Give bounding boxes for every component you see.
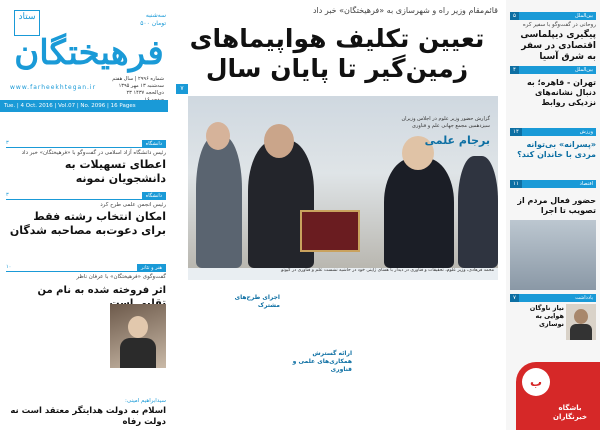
section-bar-international: ۵ بین‌الملل bbox=[510, 12, 596, 20]
r4-headline[interactable]: حضور فعال مردم از تصویب تا اجرا bbox=[517, 196, 596, 215]
item2-text bbox=[6, 240, 166, 258]
item3-headline[interactable]: اثر فروخته شده به نام من bbox=[37, 285, 166, 296]
section-bar-sport: ۱۴ ورزش bbox=[510, 128, 596, 136]
badge-logo-icon: ب bbox=[522, 368, 550, 396]
masthead bbox=[0, 0, 168, 122]
newspaper-logo[interactable]: فرهیختگان bbox=[14, 33, 164, 73]
item2-headline[interactable]: امکان انتخاب رشته فقط برای دعوت‌به مصاحبه شدگان bbox=[9, 210, 166, 237]
issue-info: شماره ۲۹۹۶ | سال هفتم سه‌شنبه ۱۳ مهر ۱۳۹۵ ۲۳ ذی‌الحجه ۱۴۳۷ bbox=[112, 76, 164, 96]
main-headline[interactable]: تعیین تکلیف هواپیماهای زمین‌گیر تا پایان سال bbox=[189, 24, 485, 83]
section-bar-university-2: دانشگاه ۳ bbox=[6, 192, 166, 200]
section-bar-art: هنر و تئاتر ۱۰ bbox=[6, 264, 166, 272]
photo-kicker: گزارش حضور وزیر علوم در اجلاس وزیران سیزدهمین مجمع جهانی علم و فناوری bbox=[401, 116, 490, 129]
main-page-number: ۷ bbox=[176, 84, 188, 94]
r1-kicker: روحانی در گفت‌وگو با سفیر کره bbox=[522, 22, 596, 28]
main-kicker: قائم‌مقام وزیر راه و شهرسازی به «فرهیختگان» خبر داد bbox=[312, 6, 498, 15]
city-photo bbox=[510, 220, 596, 290]
gift-plaque-image bbox=[300, 210, 360, 252]
section-bar-international-2: ۴ بین‌الملل bbox=[510, 66, 596, 74]
article-headline-2[interactable]: ارائه گسترش همکاری‌های علمی و فناوری bbox=[292, 350, 352, 373]
r2-headline[interactable]: تهران - قاهره؛ به دنبال نشانه‌های نزدیکی روابط bbox=[526, 78, 596, 107]
article-headline-1[interactable]: اجرای طرح‌های مشترک bbox=[234, 294, 280, 309]
item4-headline[interactable]: اسلام به دولت هدایتگر معتقد است نه دولت رفاه bbox=[10, 406, 166, 427]
website[interactable]: www.farheekhtegan.ir bbox=[10, 84, 97, 91]
item1-kicker: رئیس دانشگاه آزاد اسلامی در گفت‌وگو با «فرهیختگان» خبر داد bbox=[21, 150, 166, 156]
article-col-2 bbox=[222, 312, 276, 430]
emblem-icon: ستاد bbox=[14, 10, 40, 36]
photo-caption: محمد فرهادی، وزیر علوم، تحقیقات و فناوری در دیدار با همتای ژاپنی خود در حاشیه نشست علم و فناوری در کیوتو bbox=[188, 268, 498, 280]
item3-kicker: گفت‌وگوی «فرهیختگان» با عرفان ناظر bbox=[76, 274, 166, 280]
date-bar: Tue. | 4 Oct. 2016 | Vol.07 | No. 2096 | 16 Pages bbox=[0, 100, 168, 112]
item4-kicker: سیدابراهیم امینی: bbox=[125, 398, 166, 404]
r1-headline[interactable]: پیگیری دیپلماسی اقتصادی در سفر به شرق آسیا bbox=[520, 30, 596, 62]
photo-title[interactable]: برجام علمی bbox=[424, 134, 490, 147]
item1-headline[interactable]: اعطای تسهیلات به دانشجویان نمونه bbox=[64, 158, 166, 185]
article-col-3 bbox=[280, 284, 352, 346]
article-col-1 bbox=[174, 284, 218, 430]
portrait-photo bbox=[110, 304, 166, 368]
section-bar-university: دانشگاه ۳ bbox=[6, 140, 166, 148]
section-bar-note: ۷ یادداشت bbox=[510, 294, 596, 302]
item2-kicker: رئیس انجمن علمی طرح کرد bbox=[100, 202, 166, 208]
author-photo bbox=[566, 304, 596, 340]
price: سه‌شنبه ۵۰۰ تومان bbox=[140, 12, 166, 27]
item3-text bbox=[6, 304, 106, 368]
r3-headline[interactable]: «پسرانه» بی‌توانه مردی با خاندان کند؟ bbox=[517, 140, 596, 159]
article-col-5 bbox=[356, 284, 428, 430]
r5-headline[interactable]: نیاز ناوگان هوایی به نوسازی bbox=[529, 304, 564, 328]
article-col-4 bbox=[280, 372, 352, 430]
section-bar-economy: ۱۱ اقتصاد bbox=[510, 180, 596, 188]
badge-text: باشگاه خبرنگاران bbox=[553, 404, 587, 421]
article-col-6 bbox=[432, 284, 500, 430]
